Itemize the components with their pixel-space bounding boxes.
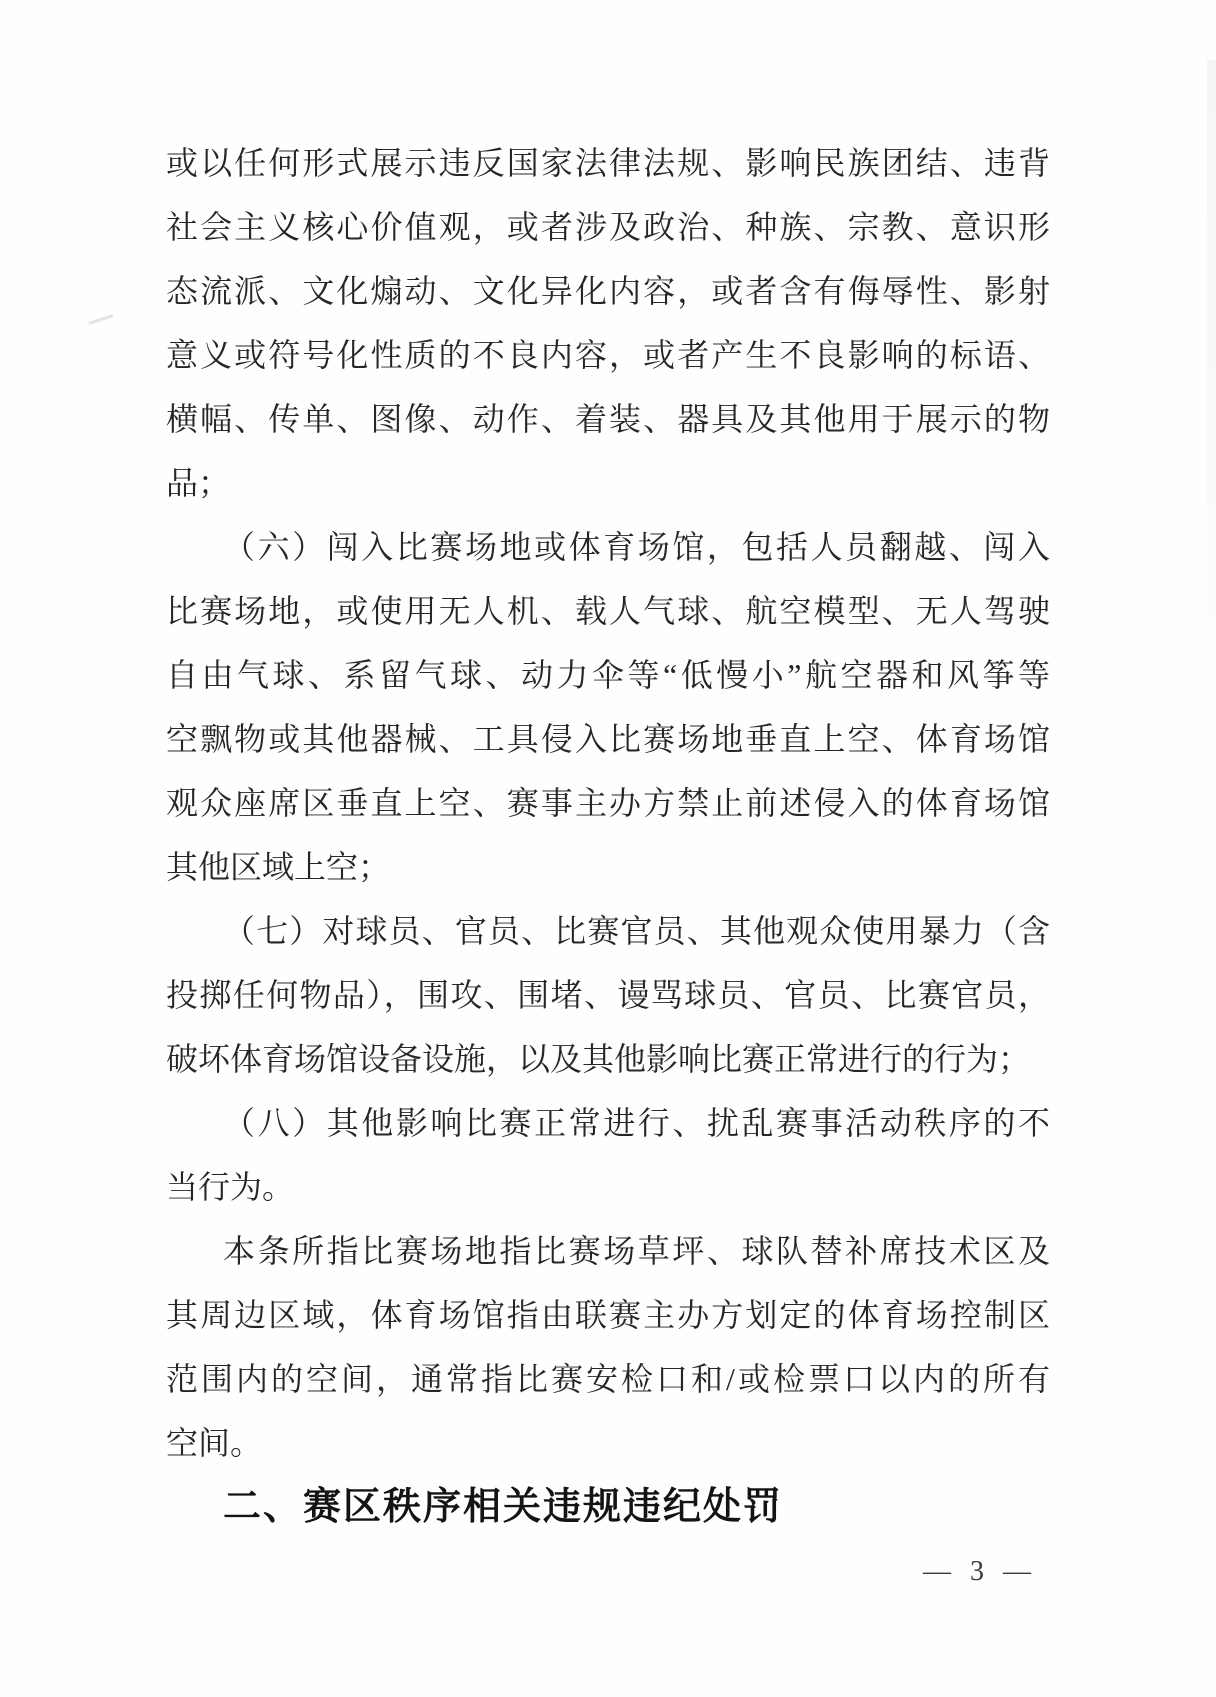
text-line: 空飘物或其他器械、工具侵入比赛场地垂直上空、体育场馆 (166, 721, 1050, 757)
section-heading: 二、赛区秩序相关违规违纪处罚 (223, 1486, 784, 1528)
body-text-lines (166, 131, 1050, 1475)
text-line: （八）其他影响比赛正常进行、扰乱赛事活动秩序的不 (223, 1105, 1050, 1141)
scan-edge-shadow (1207, 60, 1216, 660)
text-line: 自由气球、系留气球、动力伞等“低慢小”航空器和风筝等 (166, 657, 1050, 693)
text-line: 横幅、传单、图像、动作、着装、器具及其他用于展示的物 (166, 401, 1050, 437)
text-line: 社会主义核心价值观，或者涉及政治、种族、宗教、意识形 (166, 209, 1050, 245)
text-line: 范围内的空间，通常指比赛安检口和/或检票口以内的所有 (166, 1361, 1050, 1397)
text-line: 态流派、文化煽动、文化异化内容，或者含有侮辱性、影射 (166, 273, 1050, 309)
document-body (166, 131, 1050, 1539)
scan-smudge-mark (88, 314, 114, 325)
text-line: （七）对球员、官员、比赛官员、其他观众使用暴力（含 (223, 913, 1050, 949)
text-line: 当行为。 (166, 1169, 295, 1205)
text-line: 空间。 (166, 1425, 263, 1461)
text-line: （六）闯入比赛场地或体育场馆，包括人员翻越、闯入 (223, 529, 1050, 565)
text-line: 破坏体育场馆设备设施，以及其他影响比赛正常进行的行为； (166, 1041, 1031, 1077)
text-line: 投掷任何物品），围攻、围堵、谩骂球员、官员、比赛官员， (166, 977, 1050, 1013)
text-line: 或以任何形式展示违反国家法律法规、影响民族团结、违背 (166, 145, 1050, 181)
text-line: 本条所指比赛场地指比赛场草坪、球队替补席技术区及 (223, 1233, 1050, 1269)
text-line: 其他区域上空； (166, 849, 391, 885)
text-line: 观众座席区垂直上空、赛事主办方禁止前述侵入的体育场馆 (166, 785, 1050, 821)
text-line: 品； (166, 465, 231, 501)
text-line: 意义或符号化性质的不良内容，或者产生不良影响的标语、 (166, 337, 1050, 373)
text-line: 其周边区域，体育场馆指由联赛主办方划定的体育场控制区 (166, 1297, 1050, 1333)
page-number: — 3 — (923, 1556, 1037, 1587)
text-line: 比赛场地，或使用无人机、载人气球、航空模型、无人驾驶 (166, 593, 1050, 629)
